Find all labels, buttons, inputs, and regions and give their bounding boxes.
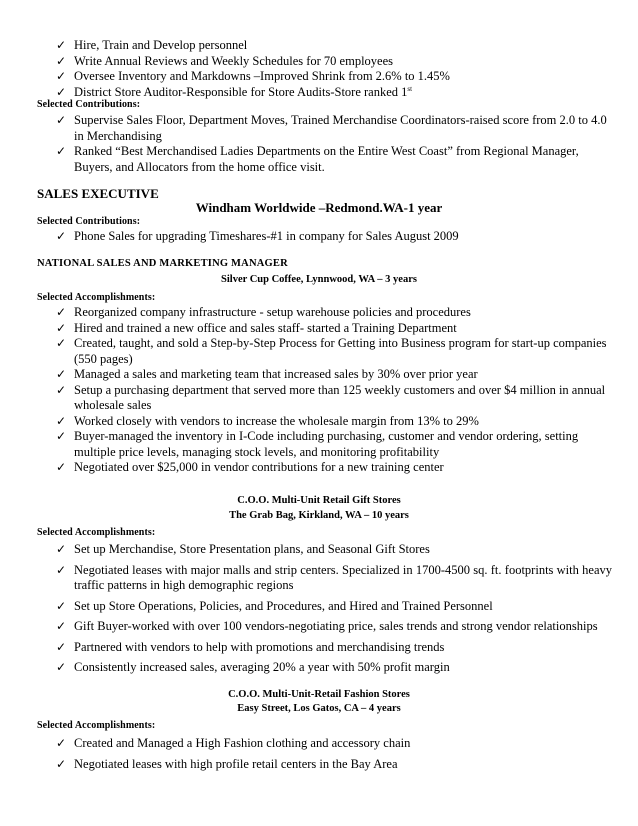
job-title: SALES EXECUTIVE [37, 186, 159, 201]
contributions-list [52, 113, 612, 175]
list-item: ✓ Negotiated over $25,000 in vendor contributions for a new training center [52, 460, 612, 476]
job-title: NATIONAL SALES AND MARKETING MANAGER [37, 258, 288, 269]
national-list [52, 305, 612, 476]
list-item: ✓ Setup a purchasing department that served more than 125 weekly customers and over $4 million in annual wholesale sales [52, 383, 612, 414]
list-item: ✓ Negotiated leases with major malls and strip centers. Specialized in 1700-4500 sq. ft. footprints with heavy traffic patterns in high demographic regions [52, 563, 612, 594]
list-item: ✓ Negotiated leases with high profile retail centers in the Bay Area [52, 757, 612, 773]
ordinal-suffix: st [407, 84, 413, 93]
company-line: The Grab Bag, Kirkland, WA – 10 years [229, 510, 409, 521]
section-label: Selected Accomplishments: [37, 292, 156, 303]
company-line: Windham Worldwide –Redmond.WA-1 year [195, 200, 443, 215]
list-item: ✓ Ranked “Best Merchandised Ladies Departments on the Entire West Coast” from Regional Manager, Buyers, and Allocators from the home office visit. [52, 144, 612, 175]
list-item: ✓ Supervise Sales Floor, Department Moves, Trained Merchandise Coordinators-raised score from 2.0 to 4.0 in Merchandising [52, 113, 612, 144]
company-line: Easy Street, Los Gatos, CA – 4 years [237, 703, 401, 714]
section-label: Selected Contributions: [37, 216, 141, 227]
list-item: ✓ Set up Merchandise, Store Presentation plans, and Seasonal Gift Stores [52, 542, 612, 558]
list-item: ✓ Set up Store Operations, Policies, and Procedures, and Hired and Trained Personnel [52, 599, 612, 615]
sales-exec-list [52, 229, 612, 245]
section-label: Selected Contributions: [37, 99, 141, 110]
list-item: ✓ Worked closely with vendors to increase the wholesale margin from 13% to 29% [52, 414, 612, 430]
list-item: ✓ Phone Sales for upgrading Timeshares-#1 in company for Sales August 2009 [52, 229, 612, 245]
section-label: Selected Accomplishments: [37, 720, 156, 731]
list-item: ✓ Reorganized company infrastructure - setup warehouse policies and procedures [52, 305, 612, 321]
list-item: ✓ Managed a sales and marketing team that increased sales by 30% over prior year [52, 367, 612, 383]
list-item: ✓ Created, taught, and sold a Step-by-Step Process for Getting into Business program for start-up companies (550 pages) [52, 336, 612, 367]
job-title: C.O.O. Multi-Unit Retail Gift Stores [237, 495, 401, 506]
easy-street-list [52, 736, 612, 772]
list-item: ✓ Gift Buyer-worked with over 100 vendors-negotiating price, sales trends and strong vendor relationships [52, 619, 612, 635]
company-line: Silver Cup Coffee, Lynnwood, WA – 3 years [221, 274, 417, 285]
job-title: C.O.O. Multi-Unit-Retail Fashion Stores [228, 689, 410, 700]
duties-list [52, 38, 612, 100]
list-item: ✓ Partnered with vendors to help with promotions and merchandising trends [52, 640, 612, 656]
list-item: ✓ Write Annual Reviews and Weekly Schedules for 70 employees [52, 54, 612, 70]
list-item: ✓ Oversee Inventory and Markdowns –Improved Shrink from 2.6% to 1.45% [52, 69, 612, 85]
grab-bag-list [52, 542, 612, 676]
list-item [52, 85, 612, 101]
list-item: ✓ Buyer-managed the inventory in I-Code including purchasing, customer and vendor ordering, setting multiple price levels, managing stock levels, and monitoring profitability [52, 429, 612, 460]
list-item: ✓ Hired and trained a new office and sales staff- started a Training Department [52, 321, 612, 337]
list-item-text: District Store Auditor-Responsible for Store Audits-Store ranked 1 [74, 84, 408, 99]
section-label: Selected Accomplishments: [37, 527, 156, 538]
list-item: ✓ Created and Managed a High Fashion clothing and accessory chain [52, 736, 612, 752]
list-item: ✓ Consistently increased sales, averaging 20% a year with 50% profit margin [52, 660, 612, 676]
list-item: ✓ Hire, Train and Develop personnel [52, 38, 612, 54]
